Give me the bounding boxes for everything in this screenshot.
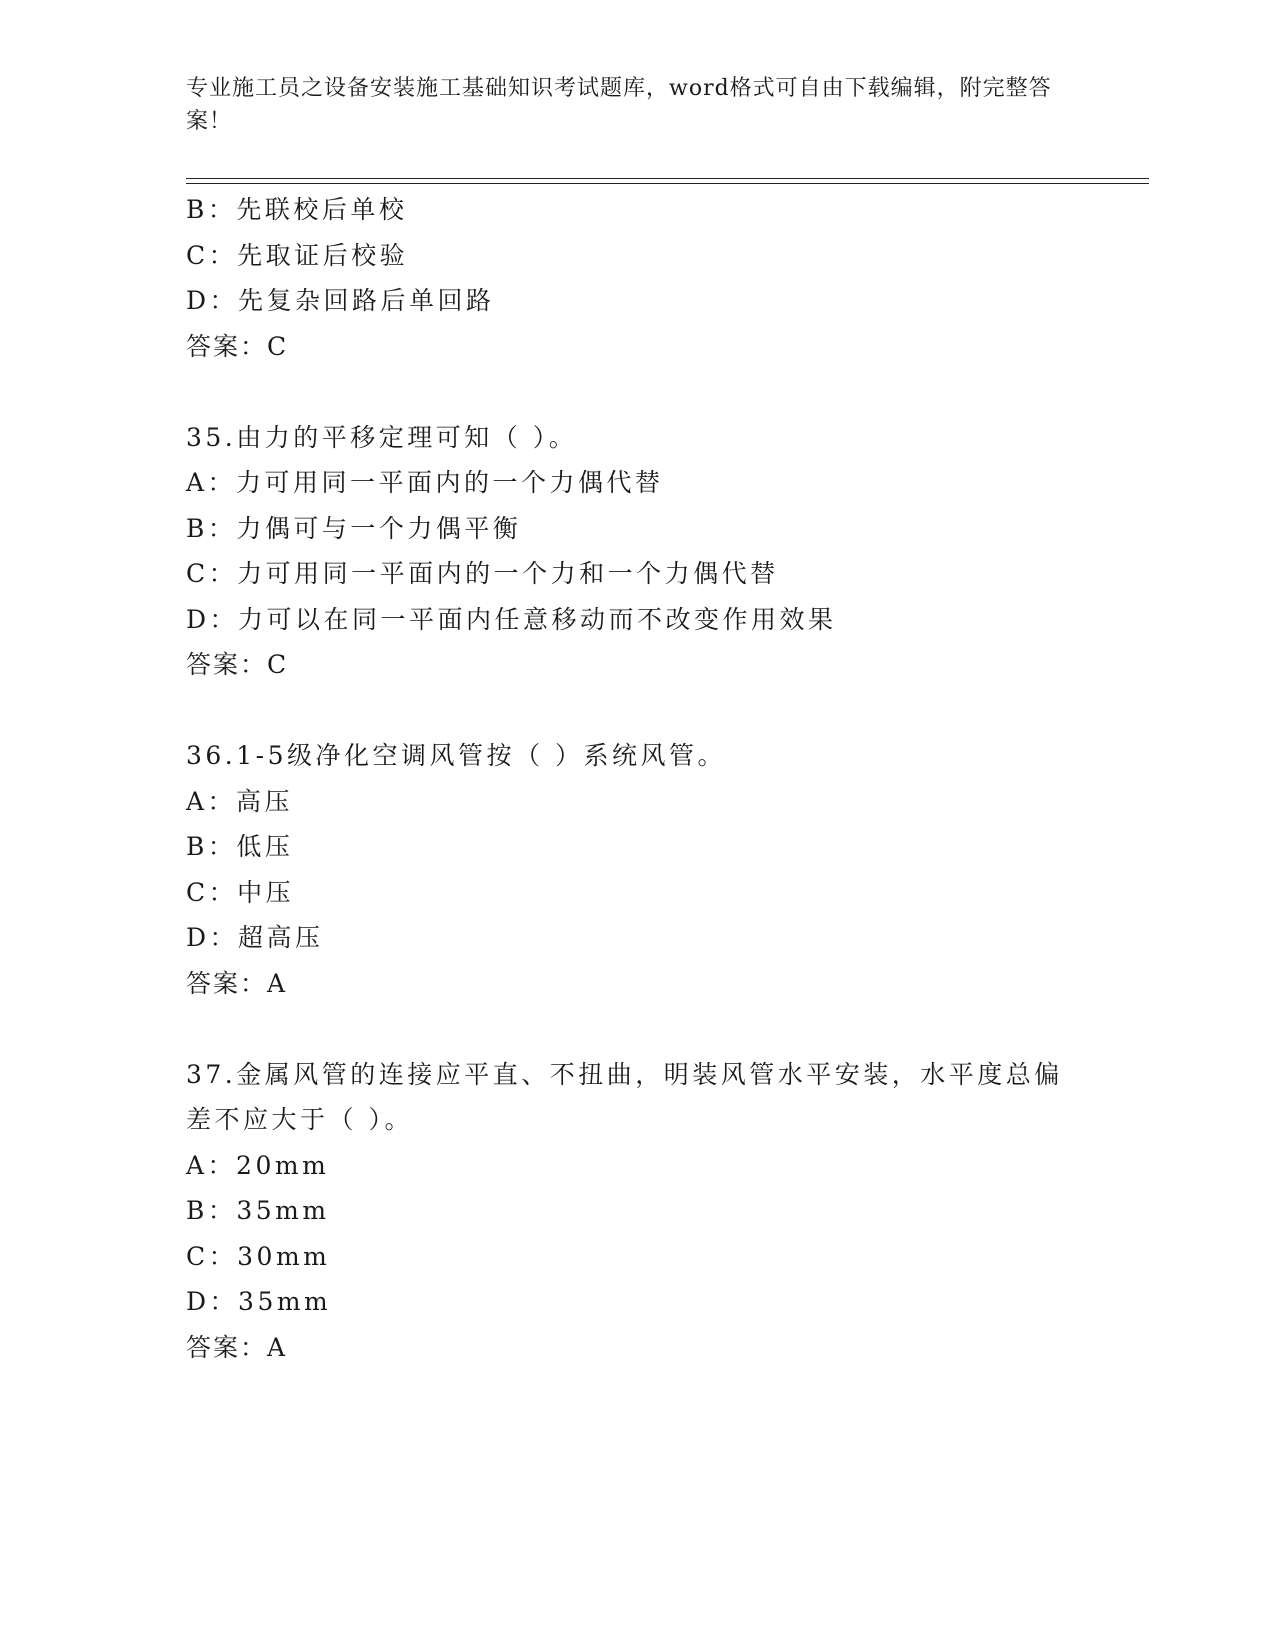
option-a: A：高压 (186, 786, 294, 816)
answer: 答案：C (186, 650, 289, 679)
option-c: C：力可用同一平面内的一个力和一个力偶代替 (186, 559, 779, 588)
page-header: 专业施工员之设备安装施工基础知识考试题库，word格式可自由下载编辑，附完整答案！ (186, 76, 1052, 134)
answer: 答案：A (186, 968, 288, 998)
question-37 (186, 1052, 1086, 1371)
option-b: B：35mm (186, 1196, 330, 1225)
spacer (186, 1006, 1086, 1052)
option-c: C：先取证后校验 (186, 240, 409, 270)
question-list (186, 187, 1086, 1370)
option-c: C：30mm (186, 1241, 331, 1271)
option-b: B：低压 (186, 832, 294, 861)
question-34-continued (186, 187, 1086, 369)
option-b: B：先联校后单校 (186, 195, 408, 224)
question-stem: 36.1-5级净化空调风管按（ ）系统风管。 (186, 741, 726, 770)
spacer (186, 369, 1086, 415)
option-b: B：力偶可与一个力偶平衡 (186, 513, 522, 543)
option-d: D：力可以在同一平面内任意移动而不改变作用效果 (186, 604, 837, 634)
option-a: A：力可用同一平面内的一个力偶代替 (186, 468, 664, 497)
option-a: A：20mm (186, 1150, 330, 1180)
question-stem: 35.由力的平移定理可知（ ）。 (186, 422, 578, 452)
answer: 答案：A (186, 1332, 288, 1362)
option-d: D：超高压 (186, 923, 324, 952)
question-36 (186, 733, 1086, 1006)
question-35 (186, 415, 1086, 688)
spacer (186, 688, 1086, 734)
answer: 答案：C (186, 331, 289, 361)
option-d: D：先复杂回路后单回路 (186, 286, 495, 315)
header-divider-bottom (186, 183, 1149, 184)
option-d: D：35mm (186, 1287, 332, 1316)
option-c: C：中压 (186, 877, 295, 907)
question-stem: 37.金属风管的连接应平直、不扭曲，明装风管水平安装，水平度总偏差不应大于（ ）。 (186, 1059, 1063, 1134)
header-divider-top (186, 178, 1149, 179)
